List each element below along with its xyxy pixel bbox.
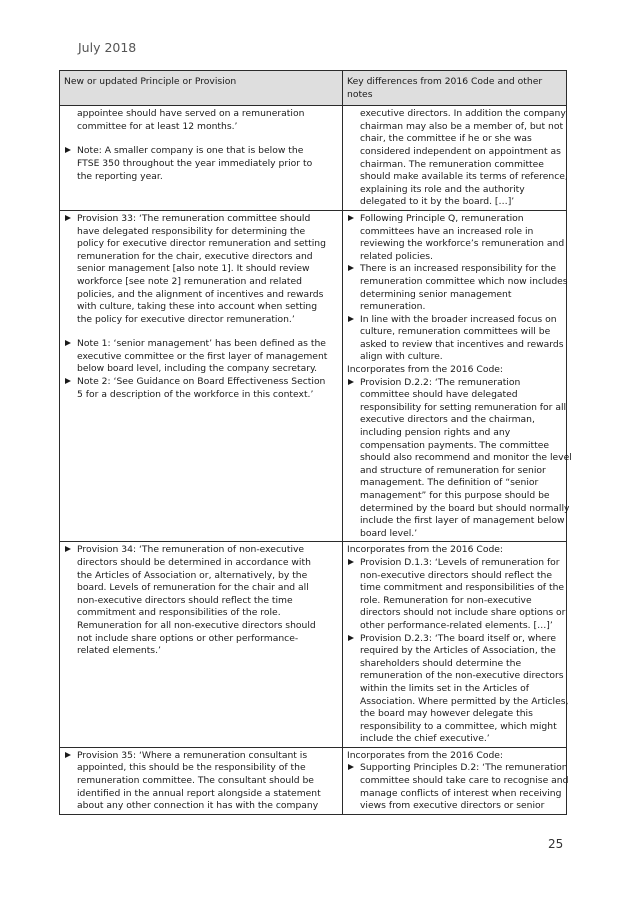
table-row — [60, 210, 567, 541]
text-line: board level.’ — [360, 527, 418, 539]
text-line: views from executive directors or senior — [360, 800, 545, 812]
text-line: remuneration of the non-executive directors — [360, 670, 564, 682]
paragraph-gap — [64, 326, 338, 338]
bullet-item — [64, 338, 338, 376]
text-line: committee for at least 12 months.’ — [77, 120, 238, 132]
text-line: Incorporates from the 2016 Code: — [347, 544, 504, 556]
text-line: role. Remuneration for non-executive — [360, 594, 532, 606]
text-line: the reporting year. — [77, 170, 163, 182]
text-line: Provision D.2.3: ‘The board itself or, where — [360, 632, 557, 644]
text-line: Remuneration for all non-executive directors should — [77, 619, 316, 631]
text-line: committees have an increased role in — [360, 225, 534, 237]
bullet-item — [64, 376, 338, 401]
text-line: shareholders should determine the — [360, 657, 522, 669]
text-line: management. The definition of “senior — [360, 477, 539, 489]
text-line: required by the Articles of Association, the — [360, 645, 556, 657]
text-line: management” for this purpose should be — [360, 490, 550, 501]
text-line: the board may however delegate this — [360, 708, 533, 720]
text-line: compensation payments. The committee — [360, 439, 550, 451]
text-line: determining senior management — [360, 288, 512, 300]
differences-cell — [343, 747, 567, 814]
text-line: Incorporates from the 2016 Code: — [347, 749, 504, 761]
bullet-item — [347, 762, 569, 812]
text-line: Provision D.1.3: ‘Levels of remuneration for — [360, 556, 560, 568]
text-line: Provision 35: ‘Where a remuneration consultant is — [77, 749, 308, 761]
text-line: align with culture. — [360, 351, 443, 363]
page-number: 25 — [548, 837, 564, 851]
bullet-item — [347, 556, 566, 633]
text-line: policies, and the alignment of incentives and rewards — [77, 288, 324, 300]
text-line: non-executive directors should reflect the — [360, 569, 552, 581]
document-date: July 2018 — [78, 40, 137, 55]
header-principle — [60, 71, 343, 106]
text-line: executive committee or the first layer of management — [77, 350, 328, 362]
text-line: other performance-related elements. […]’ — [360, 619, 553, 631]
text-line: Note: A smaller company is one that is below the — [77, 145, 304, 157]
text-line: Supporting Principles D.2: ‘The remuneration — [360, 762, 568, 774]
text-line: remuneration committee. The consultant should be — [77, 775, 314, 787]
text-line: executive directors and the chairman, — [360, 414, 535, 426]
text-line: appointee should have served on a remuneration — [77, 108, 305, 120]
text-line: within the limits set in the Articles of — [360, 682, 529, 694]
text-line: asked to review that incentives and rewards — [360, 338, 564, 350]
text-line: policy for executive director remuneration and setting — [77, 238, 326, 250]
text-line: commitment and responsibilities of the role. — [77, 607, 281, 619]
text-line: about any other connection it has with the company — [77, 800, 319, 812]
text-line: chair, the committee if he or she was — [360, 133, 532, 145]
code-comparison-table — [59, 70, 572, 815]
text-line: not include share options or other performance- — [77, 632, 299, 644]
text-line: should make available its terms of reference, — [360, 171, 568, 183]
header-line: New or updated Principle or Provision — [64, 76, 237, 87]
text-line: explaining its role and the authority — [360, 183, 525, 195]
text-line: and structure of remuneration for senior — [360, 464, 546, 476]
text-line: workforce [see note 2] remuneration and related — [77, 275, 302, 287]
table-row — [60, 542, 567, 748]
text-line: chairman. The remuneration committee — [360, 158, 544, 170]
principle-cell — [60, 542, 343, 748]
text-line: directors should be determined in accordance with — [77, 556, 311, 568]
text-line: 5 for a description of the workforce in this context.’ — [77, 388, 314, 400]
table-row — [60, 106, 567, 211]
text-line: the Articles of Association or, alternatively, by the — [77, 569, 308, 581]
text-line: with culture, taking these into account when setting — [77, 301, 318, 313]
text-line: appointed, this should be the responsibility of the — [77, 762, 306, 774]
text-line: culture, remuneration committees will be — [360, 326, 551, 338]
text-line: board. Levels of remuneration for the chair and all — [77, 582, 309, 594]
differences-cell — [343, 106, 567, 211]
differences-cell — [343, 210, 572, 541]
text-line: responsibility for setting remuneration for all — [360, 401, 567, 413]
text-line: FTSE 350 throughout the year immediately prior to — [77, 157, 313, 169]
text-line: Provision D.2.2: ‘The remuneration — [360, 376, 521, 388]
text-line: Provision 33: ‘The remuneration committee should — [77, 212, 311, 224]
bullet-item — [64, 145, 338, 183]
bullet-item — [64, 750, 338, 813]
table-header-row — [60, 71, 567, 106]
text-line: related policies. — [360, 250, 433, 262]
text-line: including pension rights and any — [360, 427, 511, 439]
text-line: delegated to it by the board. […]’ — [360, 196, 515, 208]
text-line: manage conflicts of interest when receiving — [360, 787, 562, 799]
text-line: include the first layer of management below — [360, 515, 565, 527]
header-line: notes — [347, 88, 373, 100]
text-line: related elements.’ — [77, 645, 161, 657]
text-line: There is an increased responsibility for the — [360, 263, 557, 275]
text-paragraph — [347, 364, 562, 377]
differences-cell — [343, 542, 567, 748]
text-line: identified in the annual report alongside a statement — [77, 787, 321, 799]
bullet-item — [64, 213, 338, 326]
text-line: Provision 34: ‘The remuneration of non-executive — [77, 544, 305, 556]
table-row — [60, 747, 567, 814]
text-line: committee should take care to recognise and — [360, 775, 569, 787]
text-line: include the chief executive.’ — [360, 733, 490, 745]
bullet-item — [347, 314, 562, 364]
text-paragraph — [347, 544, 562, 557]
text-line: determined by the board but should normally — [360, 502, 570, 514]
text-line: In line with the broader increased focus on — [360, 313, 557, 325]
text-line: remuneration for the chair, executive directors and — [77, 250, 313, 262]
bullet-item — [347, 376, 572, 541]
header-differences — [343, 71, 567, 106]
text-line: responsibility to a committee, which might — [360, 720, 557, 732]
text-line: time commitment and responsibilities of the — [360, 582, 565, 594]
principle-cell — [60, 210, 343, 541]
text-line: below board level, including the company secretary. — [77, 363, 318, 375]
text-line: considered independent on appointment as — [360, 145, 561, 157]
text-line: remuneration. — [360, 301, 426, 313]
text-line: committee should have delegated — [360, 389, 518, 401]
principle-cell — [60, 747, 343, 814]
bullet-item — [64, 544, 338, 657]
text-line: reviewing the workforce’s remuneration and — [360, 238, 565, 250]
paragraph-gap — [64, 133, 338, 145]
text-line: executive directors. In addition the company — [360, 108, 566, 120]
text-paragraph — [64, 108, 338, 133]
text-paragraph — [347, 108, 568, 209]
text-line: Note 1: ‘senior management’ has been defined as the — [77, 338, 326, 350]
text-line: should also recommend and monitor the level — [360, 452, 572, 464]
text-line: Note 2: ‘See Guidance on Board Effectiveness Section — [77, 376, 326, 388]
text-line: senior management [also note 1]. It should review — [77, 263, 310, 275]
bullet-item — [347, 632, 569, 746]
text-line: chairman may also be a member of, but not — [360, 120, 564, 132]
text-paragraph — [347, 750, 562, 763]
principle-cell — [60, 106, 343, 211]
text-line: Association. Where permitted by the Articles, — [360, 695, 569, 707]
text-line: remuneration committee which now includes — [360, 275, 568, 287]
text-line: have delegated responsibility for determining the — [77, 225, 306, 237]
text-line: Following Principle Q, remuneration — [360, 212, 524, 224]
bullet-item — [347, 212, 565, 263]
text-line: non-executive directors should reflect the time — [77, 594, 293, 606]
bullet-item — [347, 263, 568, 313]
text-line: the policy for executive director remuneration.’ — [77, 313, 295, 325]
header-line: Key differences from 2016 Code and other — [347, 76, 543, 87]
text-line: Incorporates from the 2016 Code: — [347, 364, 504, 376]
text-line: directors should not include share options or — [360, 607, 566, 619]
